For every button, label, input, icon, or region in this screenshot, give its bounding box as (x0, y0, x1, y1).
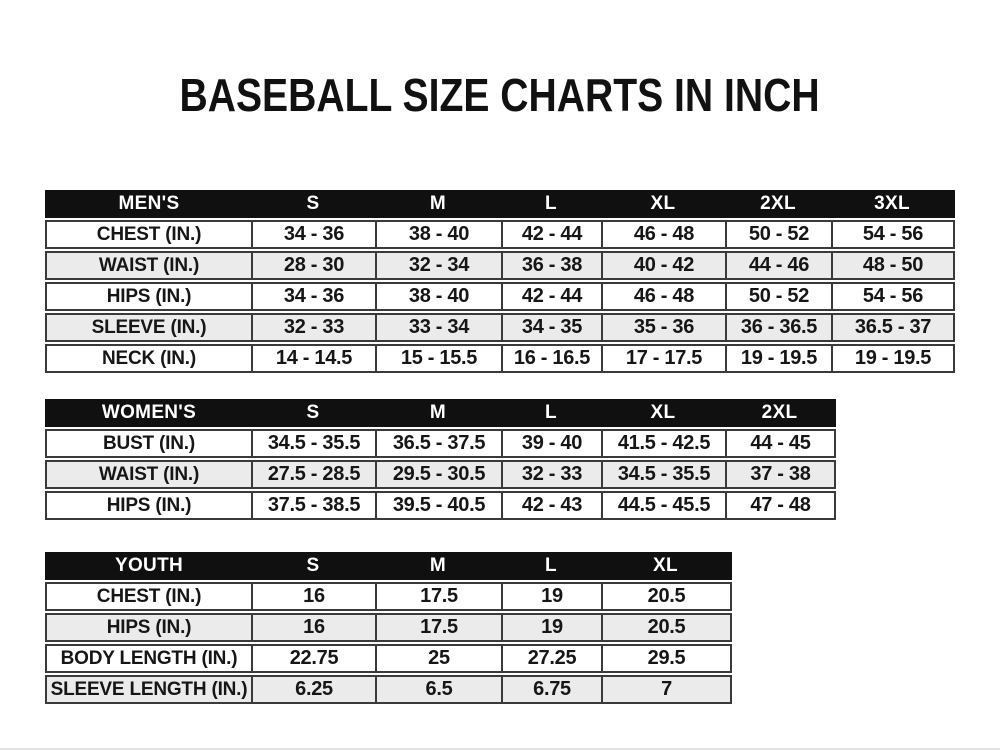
youth-row-sleeve-length (45, 675, 732, 704)
row-label: HIPS (IN.) (106, 494, 192, 516)
size-value: 37 - 38 (725, 462, 834, 487)
size-value: 35 - 36 (601, 315, 725, 340)
mens-row-hips (45, 282, 955, 311)
womens-header-l: L (545, 402, 557, 423)
size-value: 29.5 (601, 646, 730, 671)
size-value: 38 - 40 (375, 222, 501, 247)
youth-header-l: L (545, 555, 557, 576)
size-value: 44 - 46 (725, 253, 831, 278)
size-value: 41.5 - 42.5 (601, 431, 725, 456)
size-value: 36.5 - 37.5 (375, 431, 501, 456)
mens-header-s: S (306, 193, 320, 214)
row-label: CHEST (IN.) (96, 585, 202, 607)
size-value: 54 - 56 (831, 284, 953, 309)
size-value: 16 - 16.5 (501, 346, 601, 371)
mens-header-m: M (429, 193, 447, 214)
youth-header-xl: XL (653, 555, 678, 576)
size-value: 50 - 52 (725, 222, 831, 247)
womens-table-header (45, 399, 836, 427)
size-value: 44.5 - 45.5 (601, 493, 725, 518)
youth-row-hips (45, 613, 732, 642)
size-value: 37.5 - 38.5 (251, 493, 375, 518)
youth-row-body-length (45, 644, 732, 673)
size-value: 16 (251, 584, 375, 609)
row-label: SLEEVE LENGTH (IN.) (50, 678, 248, 700)
scan-artifact-line (0, 748, 1000, 750)
youth-header-s: S (306, 555, 320, 576)
womens-row-hips (45, 491, 836, 520)
size-value: 32 - 33 (501, 462, 601, 487)
row-label: CHEST (IN.) (96, 223, 202, 245)
size-value: 34 - 36 (251, 284, 375, 309)
mens-header-xl: XL (650, 193, 676, 214)
size-value: 15 - 15.5 (375, 346, 501, 371)
size-value: 42 - 43 (501, 493, 601, 518)
size-value: 38 - 40 (375, 284, 501, 309)
size-value: 32 - 33 (251, 315, 375, 340)
size-value: 46 - 48 (601, 222, 725, 247)
row-label: BODY LENGTH (IN.) (60, 647, 238, 669)
womens-header-s: S (306, 402, 320, 423)
youth-size-table (45, 552, 732, 704)
mens-header-2xl: 2XL (760, 193, 796, 214)
size-value: 17 - 17.5 (601, 346, 725, 371)
mens-header-label: MEN'S (118, 193, 180, 214)
youth-table-header (45, 552, 732, 580)
womens-header-label: WOMEN'S (101, 402, 197, 423)
size-value: 48 - 50 (831, 253, 953, 278)
size-value: 34.5 - 35.5 (601, 462, 725, 487)
size-value: 6.5 (375, 677, 501, 702)
row-label: WAIST (IN.) (98, 254, 200, 276)
womens-header-m: M (429, 402, 447, 423)
mens-row-chest (45, 220, 955, 249)
size-value: 36 - 38 (501, 253, 601, 278)
size-value: 54 - 56 (831, 222, 953, 247)
size-value: 25 (375, 646, 501, 671)
size-value: 17.5 (375, 584, 501, 609)
size-value: 27.25 (501, 646, 601, 671)
size-value: 32 - 34 (375, 253, 501, 278)
womens-header-xl: XL (650, 402, 676, 423)
size-value: 27.5 - 28.5 (251, 462, 375, 487)
size-value: 19 - 19.5 (725, 346, 831, 371)
size-value: 16 (251, 615, 375, 640)
size-value: 39 - 40 (501, 431, 601, 456)
size-value: 19 (501, 615, 601, 640)
size-value: 39.5 - 40.5 (375, 493, 501, 518)
page-title: BASEBALL SIZE CHARTS IN INCH (179, 69, 821, 121)
size-value: 29.5 - 30.5 (375, 462, 501, 487)
mens-size-table (45, 190, 955, 373)
youth-header-m: M (429, 555, 447, 576)
size-value: 44 - 45 (725, 431, 834, 456)
size-value: 42 - 44 (501, 222, 601, 247)
size-value: 20.5 (601, 615, 730, 640)
mens-table-header (45, 190, 955, 218)
size-value: 50 - 52 (725, 284, 831, 309)
size-value: 6.75 (501, 677, 601, 702)
row-label: HIPS (IN.) (106, 616, 192, 638)
mens-row-waist (45, 251, 955, 280)
page-title-wrap (0, 68, 1000, 122)
size-value: 20.5 (601, 584, 730, 609)
row-label: WAIST (IN.) (98, 463, 200, 485)
size-value: 36 - 36.5 (725, 315, 831, 340)
size-value: 34.5 - 35.5 (251, 431, 375, 456)
size-value: 22.75 (251, 646, 375, 671)
row-label: NECK (IN.) (101, 347, 197, 369)
womens-header-2xl: 2XL (761, 402, 798, 423)
mens-row-sleeve (45, 313, 955, 342)
youth-header-label: YOUTH (115, 555, 183, 576)
womens-row-waist (45, 460, 836, 489)
size-value: 6.25 (251, 677, 375, 702)
size-value: 34 - 35 (501, 315, 601, 340)
row-label: BUST (IN.) (103, 432, 195, 454)
size-value: 28 - 30 (251, 253, 375, 278)
size-value: 42 - 44 (501, 284, 601, 309)
size-value: 17.5 (375, 615, 501, 640)
mens-header-l: L (545, 193, 557, 214)
womens-row-bust (45, 429, 836, 458)
youth-row-chest (45, 582, 732, 611)
size-value: 7 (601, 677, 730, 702)
size-value: 19 (501, 584, 601, 609)
mens-header-3xl: 3XL (874, 193, 910, 214)
size-value: 19 - 19.5 (831, 346, 953, 371)
size-value: 34 - 36 (251, 222, 375, 247)
womens-size-table (45, 399, 836, 520)
size-value: 33 - 34 (375, 315, 501, 340)
row-label: SLEEVE (IN.) (91, 316, 207, 338)
size-value: 47 - 48 (725, 493, 834, 518)
size-value: 36.5 - 37 (831, 315, 953, 340)
mens-row-neck (45, 344, 955, 373)
size-value: 14 - 14.5 (251, 346, 375, 371)
row-label: HIPS (IN.) (106, 285, 192, 307)
size-value: 40 - 42 (601, 253, 725, 278)
size-value: 46 - 48 (601, 284, 725, 309)
